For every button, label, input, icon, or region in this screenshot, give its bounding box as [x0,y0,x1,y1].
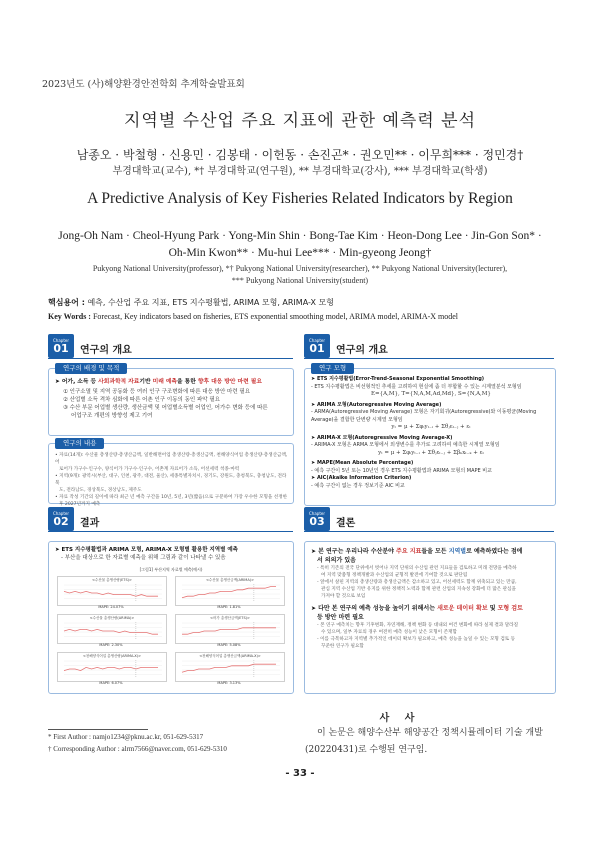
affiliations-en [48,263,552,287]
affiliations-en-line2: *** Pukyong National University(student) [231,276,369,285]
chapter-badge-1 [48,334,74,358]
model-arima-desc2: Average)을 결합한 단변량 시계열 모형임 [311,416,403,423]
keywords-ko [48,297,568,308]
acknowledgment-text: 이 논문은 해양수산부 해양공간 정책시뮬레이터 기술 개발(20220431)로 수행된 연구임. [305,728,543,755]
chapter-underline [48,531,293,532]
chapter-number: 02 [53,514,69,528]
chapter-heading-4 [304,507,355,531]
chapter-number: 01 [53,341,69,355]
background-panel [48,364,294,436]
bg-item: ③ 수산 부문 어업별 생산량, 생산금액 및 어업별소득별 어업인, 어가수 변화 등에 따른 [63,405,268,411]
conc1-detail: 관심 지역 수산업 기반 유지를 위한 정책적 노력과 함께 관련 산업의 지속성 강화에 더 많은 관심을 [321,587,516,592]
conc1-red: 주요 지표 [396,548,422,555]
forecast-chart [57,652,167,682]
bg-head-red: 사회과학적 자료 [98,379,140,385]
model-arimax-desc: - ARIMA-X 모형은 ARMA 모형에서 외생변수를 추가로 고려하여 예측한 시계열 모형임 [311,442,500,448]
content-tab: 연구의 내용 [55,438,104,449]
conclusion-panel [304,541,556,694]
paper-title-ko: 지역별 수산업 주요 지표에 관한 예측력 분석 [123,111,477,131]
chart-plot [176,653,284,681]
chart-title: <어가 총생산금액(ETS)> [210,616,250,620]
content-item: 로어가 가구수·인구수, 양식어가 가구수·인구수, 어촌계 자료어가 소득, 어선세력 척종·마력 [59,467,240,472]
chapter-heading-3 [48,507,99,531]
chapter-small-label: Chapter [53,337,69,343]
model-aic-title: AIC(Akaike Information Criterion) [316,475,412,481]
forecast-chart [175,576,285,606]
chart-mape-label: MAPE: 3.13% [217,681,241,685]
chapter-heading-1 [48,334,132,358]
model-arima-desc: - ARMA(Autoregressive Moving Average) 모형은 자기회귀(Autoregressive)와 이동평균(Moving [311,409,537,415]
content-panel [48,439,294,507]
authors-en-line1: Jong-Oh Nam · Cheol-Hyung Park · Yong-Min Shin · Bong-Tae Kim · Heon-Dong Lee · Jin-Gon Son* · [58,230,542,242]
forecast-chart [175,652,285,682]
chapter-underline [304,531,554,532]
content-list [55,452,289,508]
content-item: • 자료(14개): 수산물 총생산량·총생산금액, 일반해면어업 총생산량·총생산금액, 천해양식어업 총생산량·총생산금액, 어 [55,453,288,465]
footnote-first-author: * First Author : namjo1234@pknu.ac.kr, 051-629-5317 [48,733,204,741]
affiliations-en-line1: Pukyong National University(professor), *† Pukyong National University(researcher), ** Pukyong National University(lecturer), [92,264,508,273]
bg-head-pre: 어가, 소득 등 [61,379,99,385]
conc1-blue: 지역별 [448,548,467,555]
bg-head-red2: 미래 예측 [152,379,178,385]
content-item: 도, 전라남도, 경상북도, 경상남도, 제주도 [59,488,142,493]
bg-item: ① 인구소멸 및 지역 공동화 등 여러 인구 구조변화에 따른 대응 방안 마련 필요 [63,389,251,395]
model-arima-title: ARIMA 모형(Autoregressive Moving Average) [316,401,442,408]
results-title: ETS 지수평활법과 ARIMA 모형, ARIMA-X 모형별 활용한 지역별 예측 [61,547,238,553]
page-number: - 33 - [285,768,315,779]
conc1-line2: 서 의의가 있음 [317,557,356,564]
conclusion-body: ➤ 본 연구는 우리나라 수산분야 주요 지표들을 모든 지역별로 예측하였다는 점에 서 의의가 있음 - 특히 기존의 전국 단위에서 벗어나 지역 단위의 수산업 관련 지표들을 검토하고 미래 전망을 예측하 여 지역 맞춤형 정책개발과 수산업의 균형적 발전에 기여할 것으로 판단됨 - 앞에서 살핀 지역의 총생산량과 총생산금액은 감소하고 있고, 어선세력도 함께 위축되고 있는 만큼, 관심 지역 수산업 기반 유지를 위한 정책적 노력과 함께 관련 산업의 지속성 강화에 더 많은 관심을 가져야 할 것으로 보임 ➤ 다만 본 연구의 예측 성능을 높이기 위해서는 새로운 데이터 확보 및 모형 검토 등 방안 마련 필요 - 본 연구 예측치는 향후 기후변화, 자연재해, 정책 변화 등 대내외 여건 변화에 따라 실제 결과 달라질 수 있으며, 일부 자료의 경우 여전히 예측 성능이 낮은 모형이 존재함 - 이를 극복하고자 지역별 추가적인 데이터 확보가 필요하고, 예측 성능을 높일 수 있는 모형 검토 등 꾸준한 연구가 필요함 [311,547,551,650]
conc2-detail: - 이를 극복하고자 지역별 추가적인 데이터 확보가 필요하고, 예측 성능을 높일 수 있는 모형 검토 등 [317,637,516,642]
acknowledgment-title: 사 사 [379,713,421,724]
chart-plot [176,577,284,605]
conc2-detail: 꾸준한 연구가 필요함 [321,644,364,649]
chapter-number: 01 [309,341,325,355]
results-figure-caption: [그림1] 부산지역 자료별 예측(예시) [139,567,203,572]
chart-mape-label: MAPE: 2.30% [99,643,123,647]
keywords-en-label: Key Words : [48,312,91,321]
content-item: 후 2027년까지 예측 [59,502,101,507]
chapter-title: 연구의 개요 [336,345,388,356]
content-item: • 자료 작성 기간의 길이에 따라 최근 년 예측 구간을 10년, 5년, 3년(짧음)으로 구분하여 가장 우수한 모형을 선정한 [55,495,288,500]
chapter-title: 결과 [80,518,100,529]
model-arimax-formula: yₜ = μ + Σφᵢyₜ₋ᵢ + Σθⱼεₜ₋ⱼ + Σβₖxₜ₋ₖ + εₜ [378,449,484,456]
chapter-small-label: Chapter [309,337,325,343]
chapter-small-label: Chapter [309,510,325,516]
model-ets-desc: - ETS 지수평활법은 비선형적인 추세를 고려하여 현실에 좀 더 부합할 수 있는 시계열분석 모형임 [311,383,522,390]
chart-plot [176,615,284,643]
conc1-detail: - 특히 기존의 전국 단위에서 벗어나 지역 단위의 수산업 관련 지표들을 검토하고 미래 전망을 예측하 [317,566,517,571]
chapter-small-label: Chapter [53,510,69,516]
conc1-mid: 들을 모든 [421,548,449,555]
model-aic-desc: - 예측 구간이 없는 경우 정보기준 AIC 비교 [311,482,405,489]
chart-title: <수산물 총생산량(ARIMA)> [89,616,135,620]
keywords-en-text: Forecast, Key indicators based on fisheries, ETS exponential smoothing model, ARIMA model, ARIMA-X model [92,312,459,321]
chart-plot [58,577,166,605]
conc2-detail: 수 있으며, 일부 자료의 경우 여전히 예측 성능이 낮은 모형이 존재함 [321,630,457,635]
forecast-chart [175,614,285,644]
conc2-line2: 등 방안 마련 필요 [317,614,364,621]
background-list [63,388,289,420]
chart-mape-label: MAPE: 5.08% [217,643,241,647]
authors-ko: 남종오 · 박철형 · 신용민 · 김봉태 · 이헌동 · 손진곤* · 권오민** · 이무희*** · 정민경† [76,148,524,162]
model-panel [304,364,556,506]
chapter-badge-3 [48,507,74,531]
chart-mape-label: MAPE: 24.07% [98,605,124,609]
chapter-title: 연구의 개요 [80,345,132,356]
authors-en-line2: Oh-Min Kwon** · Mu-hui Lee*** · Min-gyeong Jeong† [168,247,432,259]
model-tab: 연구 모형 [311,363,354,374]
chart-mape-label: MAPE: 1.81% [217,605,241,609]
chapter-title: 결론 [336,518,356,529]
bg-head-post: 을 통한 [177,379,198,385]
model-list: ➤ ETS 지수평활법(Error-Trend-Seasonal Exponential Smoothing) - ETS 지수평활법은 비선형적인 추세를 고려하여 현실에 좀 더 부합할 수 있는 시계열분석 모형임 E={A,M}, T={N,A,M,Ad,Md}, S={N,A,M} ➤ ARIMA 모형(Autoregressive Moving Average) - ARMA(Autoregressive Moving Average) 모형은 자기회귀(Autoregressive)와 이동평균(Moving Average)을 결합한 단변량 시계열 모형임 yₜ = μ + Σφᵢyₜ₋ᵢ + Σθⱼεₜ₋ⱼ + εₜ ➤ ARIMA-X 모형(Autoregressive Moving Average-X) - ARIMA-X 모형은 ARMA 모형에서 외생변수를 추가로 고려하여 예측한 시계열 모형임 yₜ = μ + Σφᵢyₜ₋ᵢ + Σθⱼεₜ₋ⱼ + Σβₖxₜ₋ₖ + εₜ ➤ MAPE(Mean Absolute Percentage) - 예측 구간이 5년 또는 10년인 경우 ETS 지수평활법과 ARIMA 모형의 MAPE 비교 ➤ AIC(Akaike Information Criterion) - 예측 구간이 없는 경우 정보기준 AIC 비교 [311,376,551,490]
results-panel [48,541,294,694]
content-item: • 지역(9개): 광역시(부산, 대구, 인천, 광주, 대전, 울산), 세종특별자치시, 경기도, 강원도, 충청북도, 충청남도, 전라북 [55,474,287,486]
chart-title: <천해양식어업 총생산량(ARIMA-X)> [82,654,142,658]
conc2-red: 새로운 데이터 확보 [437,605,488,612]
chart-title: <수산물 총생산량(ETS)> [92,578,132,582]
conc2-red2: 모형 검토 [497,605,523,612]
chart-plot [58,653,166,681]
conc2-detail: - 본 연구 예측치는 향후 기후변화, 자연재해, 정책 변화 등 대내외 여건 변화에 따라 실제 결과 달라질 [317,623,519,628]
bg-item: ② 산업별 소득 격차 심화에 따른 어촌 인구 이동의 동인 파악 필요 [63,397,220,403]
conc1-detail: 여 지역 맞춤형 정책개발과 수산업의 균형적 발전에 기여할 것으로 판단됨 [321,573,468,578]
conc1-detail: 가져야 할 것으로 보임 [321,594,366,599]
chart-title: <천해양식어업 총생산금액(ARIMA-X)> [199,654,261,658]
model-arima-formula: yₜ = μ + Σφᵢyₜ₋ᵢ + Σθⱼεₜ₋ⱼ + εₜ [391,424,471,430]
chart-mape-label: MAPE: 6.07% [99,681,123,685]
conc1-detail: - 앞에서 살핀 지역의 총생산량과 총생산금액은 감소하고 있고, 어선세력도 함께 위축되고 있는 만큼, [317,580,517,585]
conc2-pre: 다만 본 연구의 예측 성능을 높이기 위해서는 [318,605,438,612]
keywords-en [48,312,568,321]
chapter-underline [48,358,293,359]
chapter-number: 03 [309,514,325,528]
chart-series-line [182,628,276,634]
forecast-chart [57,614,167,644]
conc1-post: 로 예측하였다는 점에 [466,548,523,555]
paper-title-en: A Predictive Analysis of Key Fisheries Related Indicators by Region [87,190,513,207]
conference-header: 2023년도 (사)해양환경안전학회 추계학술발표회 [42,79,245,90]
results-header: ➤ ETS 지수평활법과 ARIMA 모형, ARIMA-X 모형별 활용한 지역별 예측 - 부산을 대상으로 한 자료별 예측을 위해 그림과 같이 나타낼 수 있음 [55,546,289,562]
chapter-badge-2 [304,334,330,358]
model-arimax-title: ARIMA-X 모형(Autoregressive Moving Average-X) [316,434,453,441]
authors-en [48,228,552,262]
chart-plot [58,615,166,643]
model-mape-title: MAPE(Mean Absolute Percentage) [316,460,414,466]
chart-title: <수산물 총생산금액(ARIMA)> [205,578,255,582]
model-ets-title: ETS 지수평활법(Error-Trend-Seasonal Exponential Smoothing) [316,376,485,382]
chapter-heading-2 [304,334,388,358]
bg-head-mid: 기반 [139,379,153,385]
chart-series-line [182,587,276,598]
chapter-underline [304,358,554,359]
background-tab: 연구의 배경 및 목적 [55,363,127,374]
keywords-ko-label: 핵심용어 : [48,298,85,307]
background-headline: ➤ 어가, 소득 등 사회과학적 자료기반 미래 예측을 통한 향후 대응 방안 마련 필요 [55,379,262,385]
chapter-badge-4 [304,507,330,531]
model-ets-formula: E={A,M}, T={N,A,M,Ad,Md}, S={N,A,M} [371,391,491,397]
results-subtitle: - 부산을 대상으로 한 자료별 예측을 위해 그림과 같이 나타낼 수 있음 [61,555,226,561]
bg-item: 어업구조 개편의 방향성 제고 기여 [71,413,153,419]
conc1-pre: 본 연구는 우리나라 수산분야 [318,548,397,555]
footnote-rule [48,729,148,730]
keywords-ko-text: 예측, 수산업 주요 지표, ETS 지수평활법, ARIMA 모형, ARIMA-X 모형 [87,298,334,307]
bg-head-red3: 향후 대응 방안 마련 필요 [197,379,262,385]
affiliations-ko: 부경대학교(교수), *† 부경대학교(연구원), ** 부경대학교(강사), *** 부경대학교(학생) [112,166,488,177]
footnote-corresponding-author: † Corresponding Author : alrm7566@naver.com, 051-629-5310 [48,745,227,753]
conc2-mid: 및 [487,605,498,612]
forecast-chart [57,576,167,606]
model-mape-desc: - 예측 구간이 5년 또는 10년인 경우 ETS 지수평활법과 ARIMA 모형의 MAPE 비교 [311,467,492,474]
